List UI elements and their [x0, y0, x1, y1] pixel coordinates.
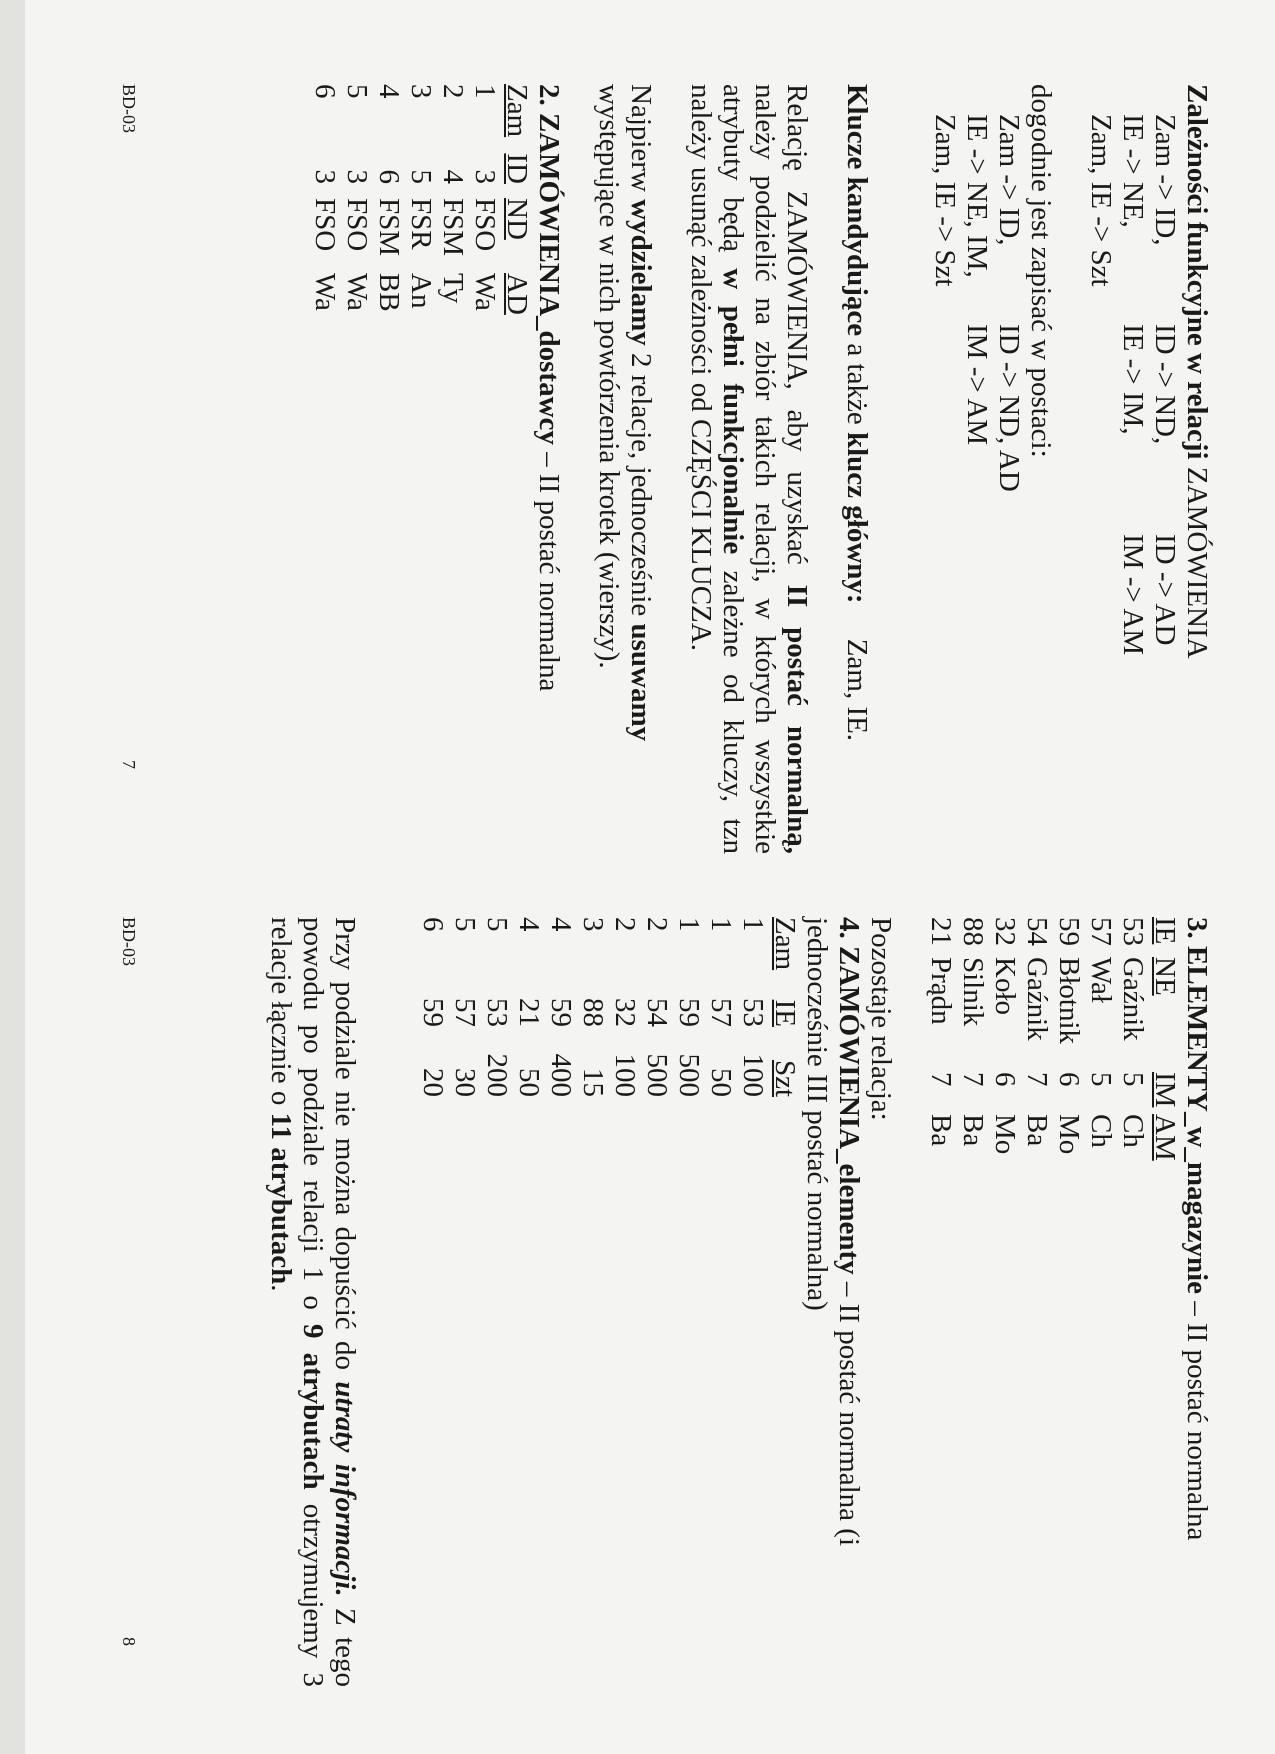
cell: Silnik [957, 957, 989, 1027]
cell: Ba [957, 1114, 989, 1147]
cell: 400 [545, 1053, 577, 1097]
keys-bold-1: Klucze kandydujące [841, 84, 873, 337]
text-run: Relację ZAMÓWIENIA, aby uzyskać [781, 84, 813, 565]
cell: 7 [925, 1072, 957, 1087]
table-row [545, 917, 577, 1097]
cell: 1 [705, 917, 737, 932]
fd-item: ID -> ND, AD [993, 324, 1025, 492]
cell: 57 [449, 998, 481, 1027]
text-run: Najpierw [625, 84, 657, 192]
cell: FSO [469, 198, 501, 252]
footer-page-number: 8 [119, 1637, 139, 1646]
fd-item: IE -> IM, [1117, 324, 1149, 435]
cell: 30 [449, 1068, 481, 1097]
cell: 2 [609, 917, 641, 932]
text-run-bold: wydzielamy [625, 199, 657, 346]
table2-title-rest: – II postać normalna [533, 452, 565, 692]
cell: Prądn [925, 957, 957, 1025]
table-row [341, 84, 373, 333]
table-row [309, 84, 341, 333]
fd-item: IM -> AM [1117, 534, 1149, 656]
keys-line [841, 84, 873, 854]
fd-item: Zam -> ID, [993, 114, 1025, 246]
table-header-row [501, 84, 533, 333]
cell: 500 [673, 1053, 705, 1097]
table-row [449, 917, 481, 1097]
cell: 100 [737, 1053, 769, 1097]
table-row [1085, 917, 1117, 1164]
cell: 57 [1085, 917, 1117, 946]
text-run: Z tego powodu po podziale relacji 1 o [297, 917, 361, 1688]
cell: 2 [641, 917, 673, 932]
table-row [417, 917, 449, 1097]
cell: 3 [341, 169, 373, 184]
cell: 88 [577, 998, 609, 1027]
table-row [673, 917, 705, 1097]
right-column [265, 917, 1213, 1687]
column-header: NE [1149, 957, 1181, 996]
cell: 5 [1117, 1072, 1149, 1087]
cell: Ty [437, 273, 469, 304]
cell: 59 [1053, 917, 1085, 946]
table-header-row [1149, 917, 1181, 1164]
fd-item: ID -> ND, [1149, 324, 1181, 445]
cell: 20 [417, 1068, 449, 1097]
cell: 59 [545, 998, 577, 1027]
cell: BB [373, 273, 405, 312]
text-run-bold: w pełni funkcjonalnie [717, 268, 749, 555]
cell: 4 [437, 169, 469, 184]
cell: FSO [341, 198, 373, 252]
table-row [437, 84, 469, 333]
cell: 32 [609, 998, 641, 1027]
keys-mid: a także [841, 343, 873, 425]
table-zamowienia-dostawcy [309, 84, 533, 333]
cell: 1 [737, 917, 769, 932]
keys-value: Zam, IE. [841, 638, 873, 742]
column-header: AM [1149, 1114, 1181, 1161]
cell: 6 [1053, 1072, 1085, 1087]
cell: 50 [513, 1068, 545, 1097]
table-row [577, 917, 609, 1097]
cell: 53 [737, 998, 769, 1027]
paragraph-split [593, 84, 657, 854]
cell: Ch [1085, 1114, 1117, 1148]
text-run-bold: II postać normalną, [781, 584, 813, 854]
cell: 6 [309, 84, 341, 99]
cell: 21 [925, 917, 957, 946]
fd-heading-bold: Zależności funkcyjne w relacji [1181, 84, 1213, 460]
cell: 7 [957, 1072, 989, 1087]
text-run-bold-italic: utraty informacji. [329, 1381, 361, 1597]
column-header: IE [1149, 917, 1181, 945]
table4-title-bold: 4. ZAMÓWIENIA_elementy [833, 917, 865, 1275]
cell: Wa [469, 273, 501, 311]
cell: 100 [609, 1053, 641, 1097]
text-run: zależne od kluczy, tzn należy usunąć zależności od CZĘŚCI KLUCZA. [685, 84, 749, 855]
cell: 3 [309, 169, 341, 184]
keys-bold-2: klucz główny: [841, 431, 873, 604]
table-elementy-w-magazynie [925, 917, 1181, 1164]
cell: 3 [469, 169, 501, 184]
cell: Koło [989, 957, 1021, 1015]
cell: 2 [437, 84, 469, 99]
paragraph-information-loss [265, 917, 361, 1687]
table-row [513, 917, 545, 1097]
text-run-bold: usuwamy [625, 623, 657, 742]
column-header: ID [501, 153, 533, 184]
text-run-bold: 11 atrybutach [265, 1112, 297, 1285]
cell: 4 [513, 917, 545, 932]
table-row [469, 84, 501, 333]
cell: 5 [341, 84, 373, 99]
cell: 59 [673, 998, 705, 1027]
text-run: 2 relacje, jednocześnie [625, 353, 657, 617]
table-row [705, 917, 737, 1097]
table2-title [533, 84, 565, 854]
table-zamowienia-elementy [417, 917, 801, 1097]
cell: 5 [449, 917, 481, 932]
cell: 15 [577, 1068, 609, 1097]
cell: 88 [957, 917, 989, 946]
text-run: Przy podziale nie można dopuścić do [329, 917, 361, 1371]
fd-item: ID -> AD [1149, 534, 1181, 646]
cell: 32 [989, 917, 1021, 946]
fd-item: Zam, IE -> Szt [1085, 114, 1117, 287]
cell: Ba [1021, 1114, 1053, 1147]
table-row [957, 917, 989, 1164]
cell: 4 [545, 917, 577, 932]
table-row [609, 917, 641, 1097]
cell: 5 [1085, 1072, 1117, 1087]
cell: 6 [989, 1072, 1021, 1087]
column-header: Zam [769, 917, 801, 971]
cell: Błotnik [1053, 957, 1085, 1045]
text-run: występujące w nich powtórzenia krotek (wierszy). [593, 84, 625, 669]
column-header: IE [769, 999, 801, 1027]
column-header: ND [501, 198, 533, 240]
fd-heading [1181, 84, 1213, 854]
cell: Mo [989, 1114, 1021, 1155]
cell: 57 [705, 998, 737, 1027]
table2-title-bold: 2. ZAMÓWIENIA_dostawcy [533, 84, 565, 445]
remaining-relation: Pozostaje relacja: [865, 917, 897, 1121]
cell: 53 [1117, 917, 1149, 946]
text-run: należy podzielić na zbiór takich relacji, w których wszystkie atrybuty będą [717, 84, 781, 854]
cell: 5 [405, 169, 437, 184]
cell: 1 [469, 84, 501, 99]
cell: 54 [641, 998, 673, 1027]
table-row [641, 917, 673, 1097]
table-header-row [769, 917, 801, 1097]
table-row [925, 917, 957, 1164]
table-row [373, 84, 405, 333]
cell: Ba [925, 1114, 957, 1147]
cell: 54 [1021, 917, 1053, 946]
fd-item: IM -> AM [961, 324, 993, 446]
cell: Mo [1053, 1114, 1085, 1155]
column-header: Zam [501, 84, 533, 138]
cell: FSM [373, 198, 405, 257]
cell: 7 [1021, 1072, 1053, 1087]
cell: 4 [373, 84, 405, 99]
cell: 6 [373, 169, 405, 184]
cell: 1 [673, 917, 705, 932]
conform-list [929, 114, 1025, 854]
table4-title-rest: – II postać normalna (i jednocześnie III postać normalna) [801, 917, 865, 1547]
cell: 21 [513, 998, 545, 1027]
text-run-bold: 9 atrybutach [297, 1323, 329, 1490]
table-row [737, 917, 769, 1097]
text-run: otrzymujemy 3 relacje łącznie o [265, 917, 329, 1688]
table-row [405, 84, 437, 333]
fd-item: Zam -> ID, [1149, 114, 1181, 246]
cell: Gaźnik [1021, 957, 1053, 1041]
cell: FSR [405, 198, 437, 250]
table3-title-rest: – II postać normalna [1181, 1301, 1213, 1541]
conform-intro: dogodnie jest zapisać w postaci: [1025, 84, 1057, 458]
column-header: AD [501, 273, 533, 315]
footer-course-code: BD-03 [119, 84, 139, 133]
table4-title [801, 917, 865, 1687]
table-row [1053, 917, 1085, 1164]
footer-page-number: 7 [119, 760, 139, 769]
table-row [481, 917, 513, 1097]
cell: FSM [437, 198, 469, 257]
cell: An [405, 273, 437, 309]
right-page [0, 877, 1275, 1754]
table-row [1021, 917, 1053, 1164]
cell: 3 [577, 917, 609, 932]
fd-item: IE -> NE, [1117, 114, 1149, 228]
cell: 50 [705, 1068, 737, 1097]
scan-edge-shadow [0, 0, 25, 1754]
table3-title [1181, 917, 1213, 1687]
cell: 59 [417, 998, 449, 1027]
fd-item: IE -> NE, IM, [961, 114, 993, 278]
cell: 500 [641, 1053, 673, 1097]
table3-title-bold: 3. ELEMENTY_w_magazynie [1181, 917, 1213, 1294]
table-row [1117, 917, 1149, 1164]
cell: Wał [1085, 957, 1117, 1003]
cell: 53 [481, 998, 513, 1027]
cell: FSO [309, 198, 341, 252]
paragraph-second-normal-form [685, 84, 813, 854]
column-header: Szt [769, 1059, 801, 1097]
table-row [989, 917, 1021, 1164]
cell: 200 [481, 1053, 513, 1097]
cell: Wa [341, 273, 373, 311]
column-header: IM [1149, 1072, 1181, 1108]
left-column [309, 84, 1213, 854]
cell: 3 [405, 84, 437, 99]
cell: Gaźnik [1117, 957, 1149, 1041]
cell: 6 [417, 917, 449, 932]
cell: Ch [1117, 1114, 1149, 1148]
fd-item: Zam, IE -> Szt [929, 114, 961, 287]
cell: 5 [481, 917, 513, 932]
fd-list [1085, 114, 1181, 854]
fd-heading-relation: ZAMÓWIENIA [1181, 466, 1213, 659]
cell: Wa [309, 273, 341, 311]
text-run: . [265, 1284, 297, 1292]
footer-course-code: BD-03 [119, 917, 139, 966]
